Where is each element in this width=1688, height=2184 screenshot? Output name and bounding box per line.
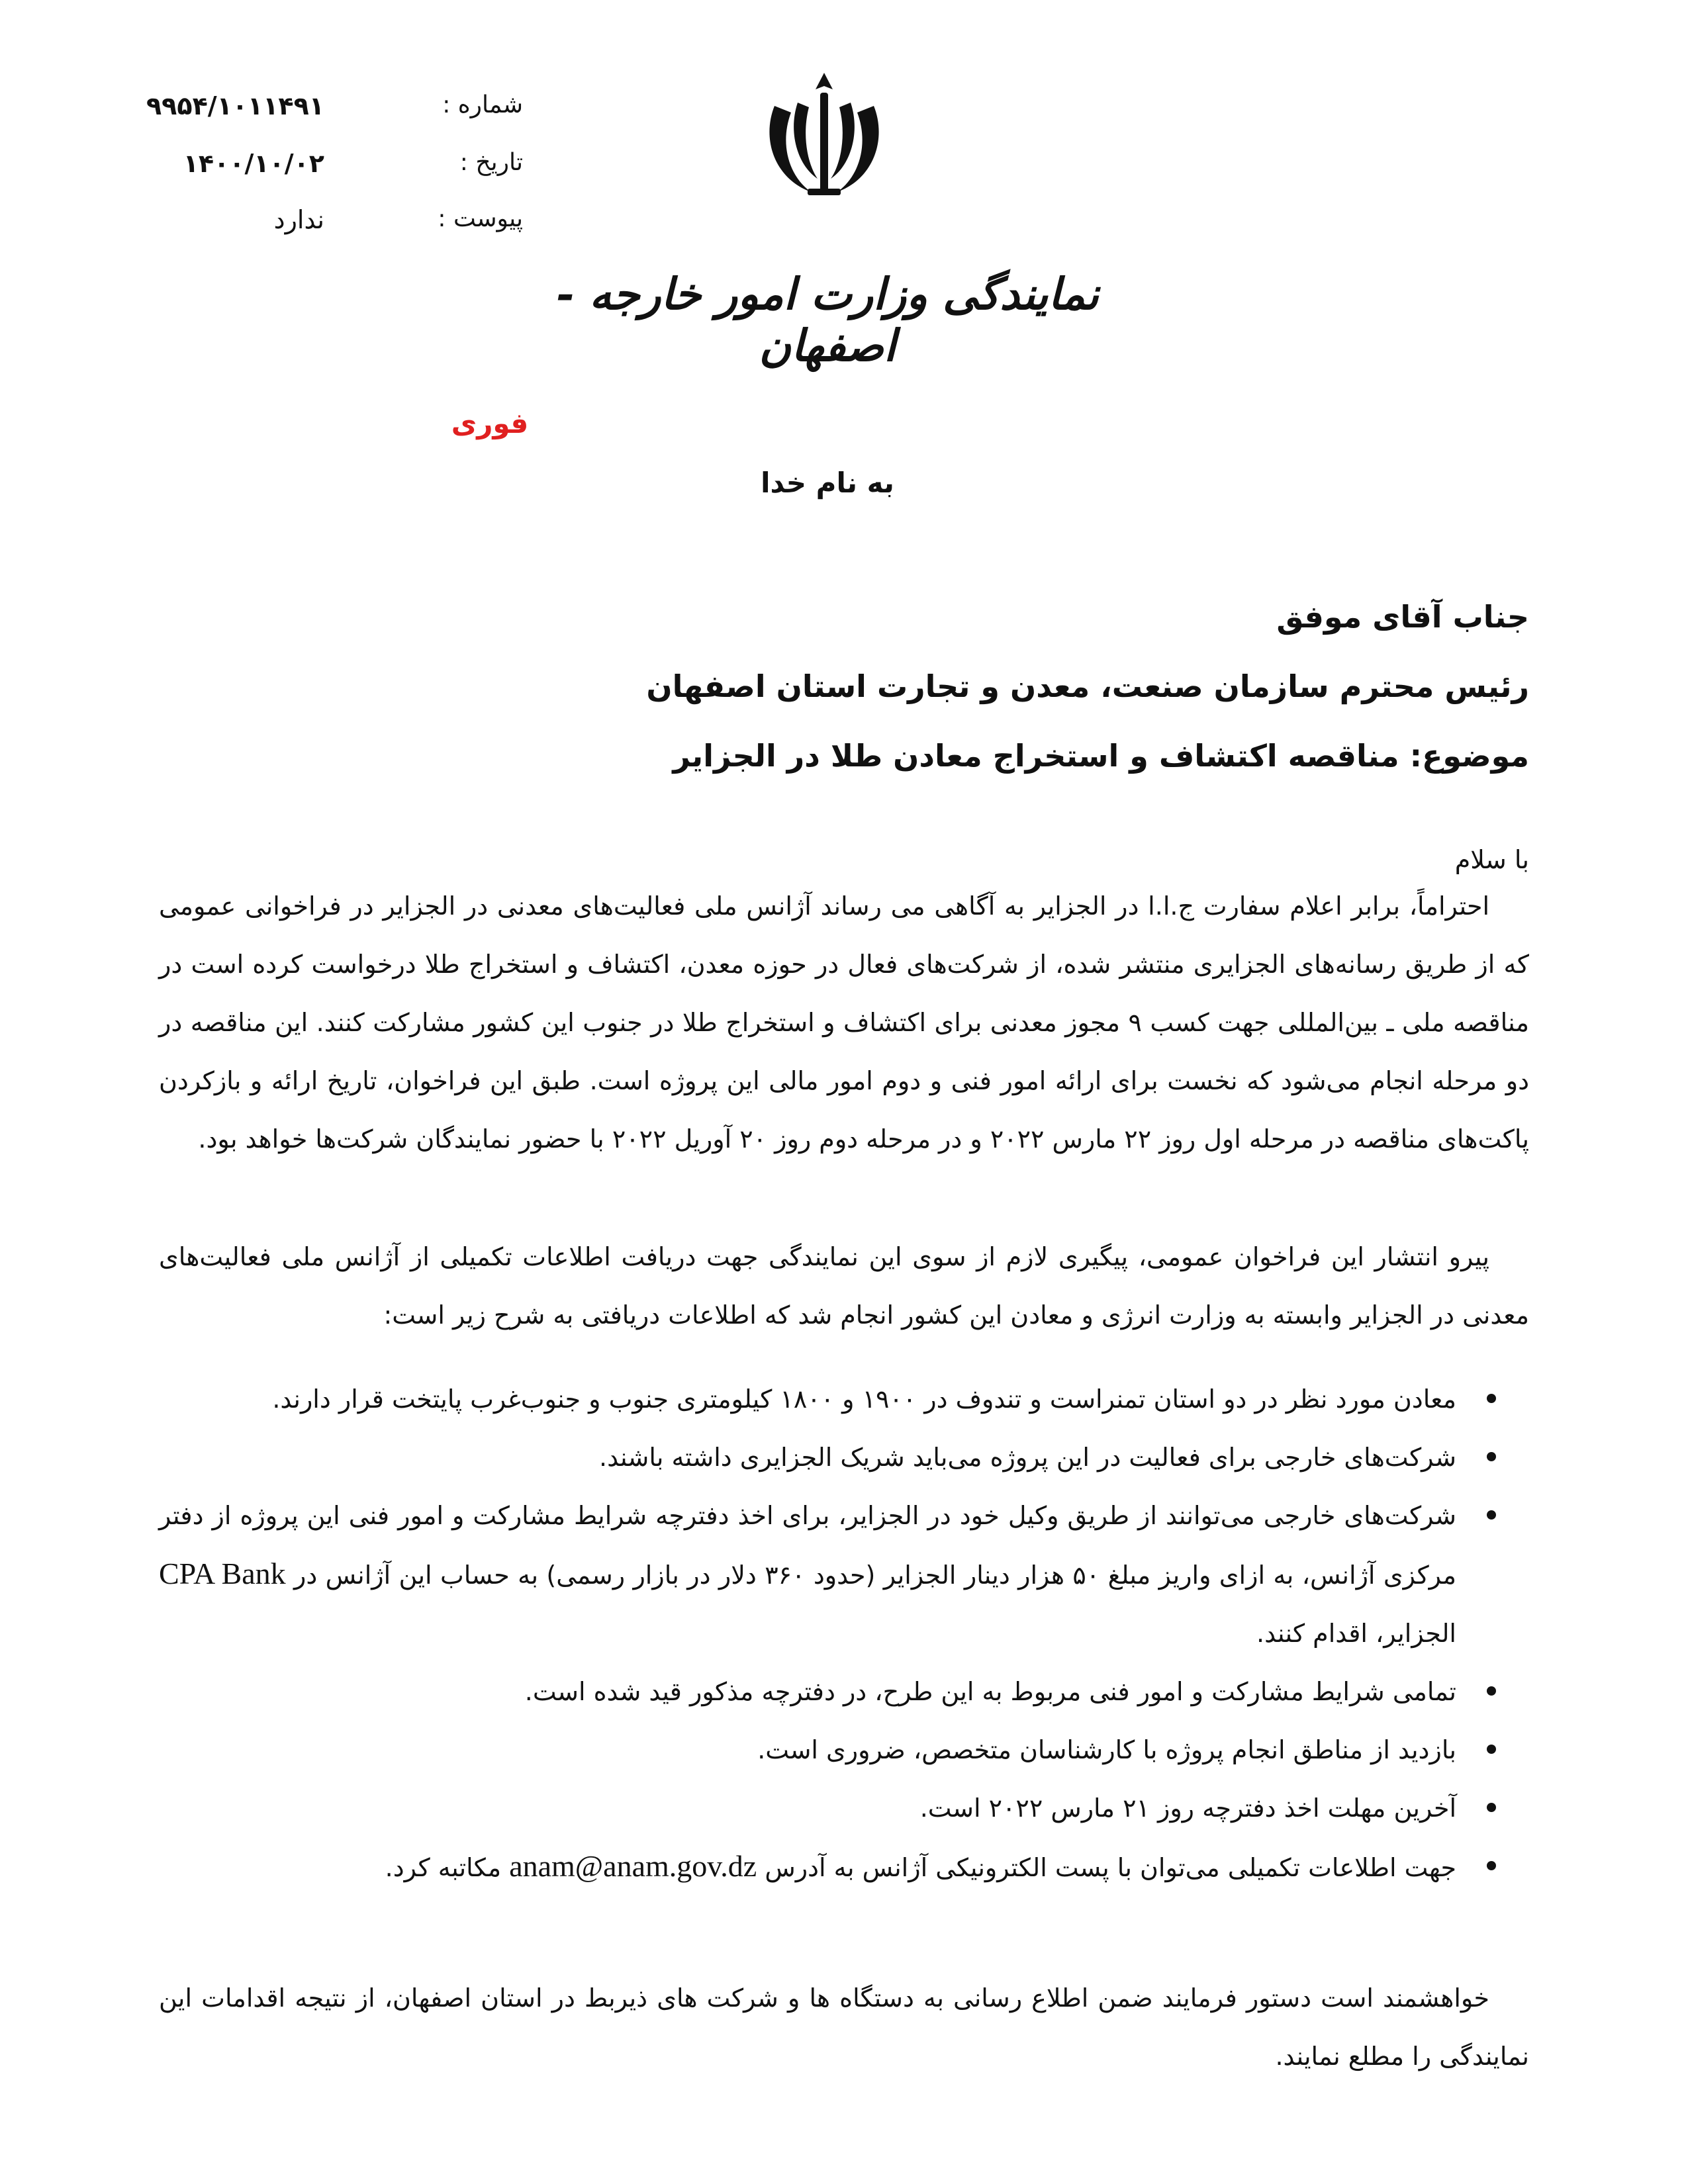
urgent-label: فوری: [451, 407, 529, 439]
attachment-value: ندارد: [273, 205, 324, 234]
bank-name: CPA Bank: [159, 1557, 286, 1590]
attachment-label: پیوست :: [438, 205, 523, 232]
ministry-title: نمایندگی وزارت امور خارجه - اصفهان: [555, 268, 1099, 371]
bullet-text: شرکت‌های خارجی برای فعالیت در این پروژه می‌باید شریک الجزایری داشته باشند.: [598, 1443, 1456, 1472]
date-value: ۱۴۰۰/۱۰/۰۲: [183, 149, 324, 178]
bullet-icon: [1487, 1452, 1496, 1461]
iran-emblem-icon: [761, 66, 887, 205]
bullet-icon: [1487, 1510, 1496, 1520]
addressee-position: رئیس محترم سازمان صنعت، معدن و تجارت استان اصفهان: [646, 668, 1529, 704]
bullet-text: آخرین مهلت اخذ دفترچه روز ۲۱ مارس ۲۰۲۲ است.: [919, 1794, 1456, 1823]
bullet-text: بازدید از مناطق انجام پروژه با کارشناسان متخصص، ضروری است.: [757, 1735, 1456, 1764]
basmala: به نام خدا: [761, 467, 894, 499]
addressee: جناب آقای موفق: [1276, 599, 1529, 635]
list-item: [159, 1662, 1456, 1721]
subject-line: موضوع: مناقصه اکتشاف و استخراج معادن طلا در الجزایر: [673, 738, 1529, 774]
bullet-text: الجزایر، اقدام کنند.: [1256, 1619, 1456, 1648]
bullet-icon: [1487, 1745, 1496, 1754]
date-label: تاریخ :: [459, 149, 523, 176]
bullet-text: تمامی شرایط مشارکت و امور فنی مربوط به این طرح، در دفترچه مذکور قید شده است.: [524, 1677, 1456, 1706]
list-item: [159, 1370, 1456, 1428]
info-bullet-list: [159, 1370, 1529, 1897]
greeting: با سلام: [1454, 845, 1529, 874]
bullet-icon: [1487, 1803, 1496, 1812]
bullet-text: جهت اطلاعات تکمیلی می‌توان با پست الکترونیکی آژانس به آدرس: [765, 1853, 1456, 1882]
paragraph-1: احتراماً، برابر اعلام سفارت ج.ا.ا در الجزایر به آگاهی می رساند آژانس ملی فعالیت‌های معدنی در الجزایر در فراخوانی عمومی که از طریق رسانه‌های الجزایری منتشر شده، از شرکت‌های فعال در حوزه معدن، اکتشاف و استخراج طلا درخواست کرده است در مناقصه ملی ـ بین‌المللی جهت کسب ۹ مجوز معدنی برای اکتشاف و استخراج طلا در جنوب این کشور مشارکت کنند. این مناقصه در دو مرحله انجام می‌شود که نخست برای ارائه امور فنی و دوم امور مالی این پروژه است. طبق این فراخوان، تاریخ ارائه و بازکردن پاکت‌های مناقصه در مرحله اول روز ۲۲ مارس ۲۰۲۲ و در مرحله دوم روز ۲۰ آوریل ۲۰۲۲ با حضور نمایندگان شرکت‌ها خواهد بود.: [159, 891, 1529, 1154]
list-item: [159, 1428, 1456, 1486]
bullet-icon: [1487, 1861, 1496, 1870]
bullet-text: مکاتبه کرد.: [385, 1853, 502, 1882]
list-item: [159, 1486, 1456, 1662]
bullet-icon: [1487, 1686, 1496, 1696]
paragraph-2: پیرو انتشار این فراخوان عمومی، پیگیری لازم از سوی این نمایندگی جهت دریافت اطلاعات تکمیلی از آژانس ملی فعالیت‌های معدنی در الجزایر وابسته به وزارت انرژی و معادن این کشور انجام شد که اطلاعات دریافتی به شرح زیر است:: [159, 1242, 1529, 1330]
list-item: [159, 1721, 1456, 1779]
bullet-text: شرکت‌های خارجی می‌توانند از طریق وکیل خود در الجزایر، برای اخذ دفترچه شرایط مشارکت و امور فنی این پروژه از دفتر مرکزی آژانس، به ازای واریز مبلغ ۵۰ هزار دینار الجزایر (حدود ۳۶۰ دلار در بازار رسمی) به حساب این آژانس در: [159, 1501, 1456, 1590]
number-label: شماره :: [442, 91, 523, 118]
closing-paragraph: خواهشمند است دستور فرمایند ضمن اطلاع رسانی به دستگاه ها و شرکت های ذیربط در استان اصفهان، از نتیجه اقدامات این نمایندگی را مطلع نمایند.: [159, 1983, 1529, 2071]
number-value: ۹۹۵۴/۱۰۱۱۴۹۱: [146, 91, 324, 120]
email-link[interactable]: anam@anam.gov.dz: [509, 1849, 757, 1883]
list-item: [159, 1779, 1456, 1837]
list-item: [159, 1837, 1456, 1897]
bullet-icon: [1487, 1394, 1496, 1403]
bullet-text: معادن مورد نظر در دو استان تمنراست و تندوف در ۱۹۰۰ و ۱۸۰۰ کیلومتری جنوب و جنوب‌غرب پایتخت قرار دارند.: [272, 1385, 1456, 1414]
